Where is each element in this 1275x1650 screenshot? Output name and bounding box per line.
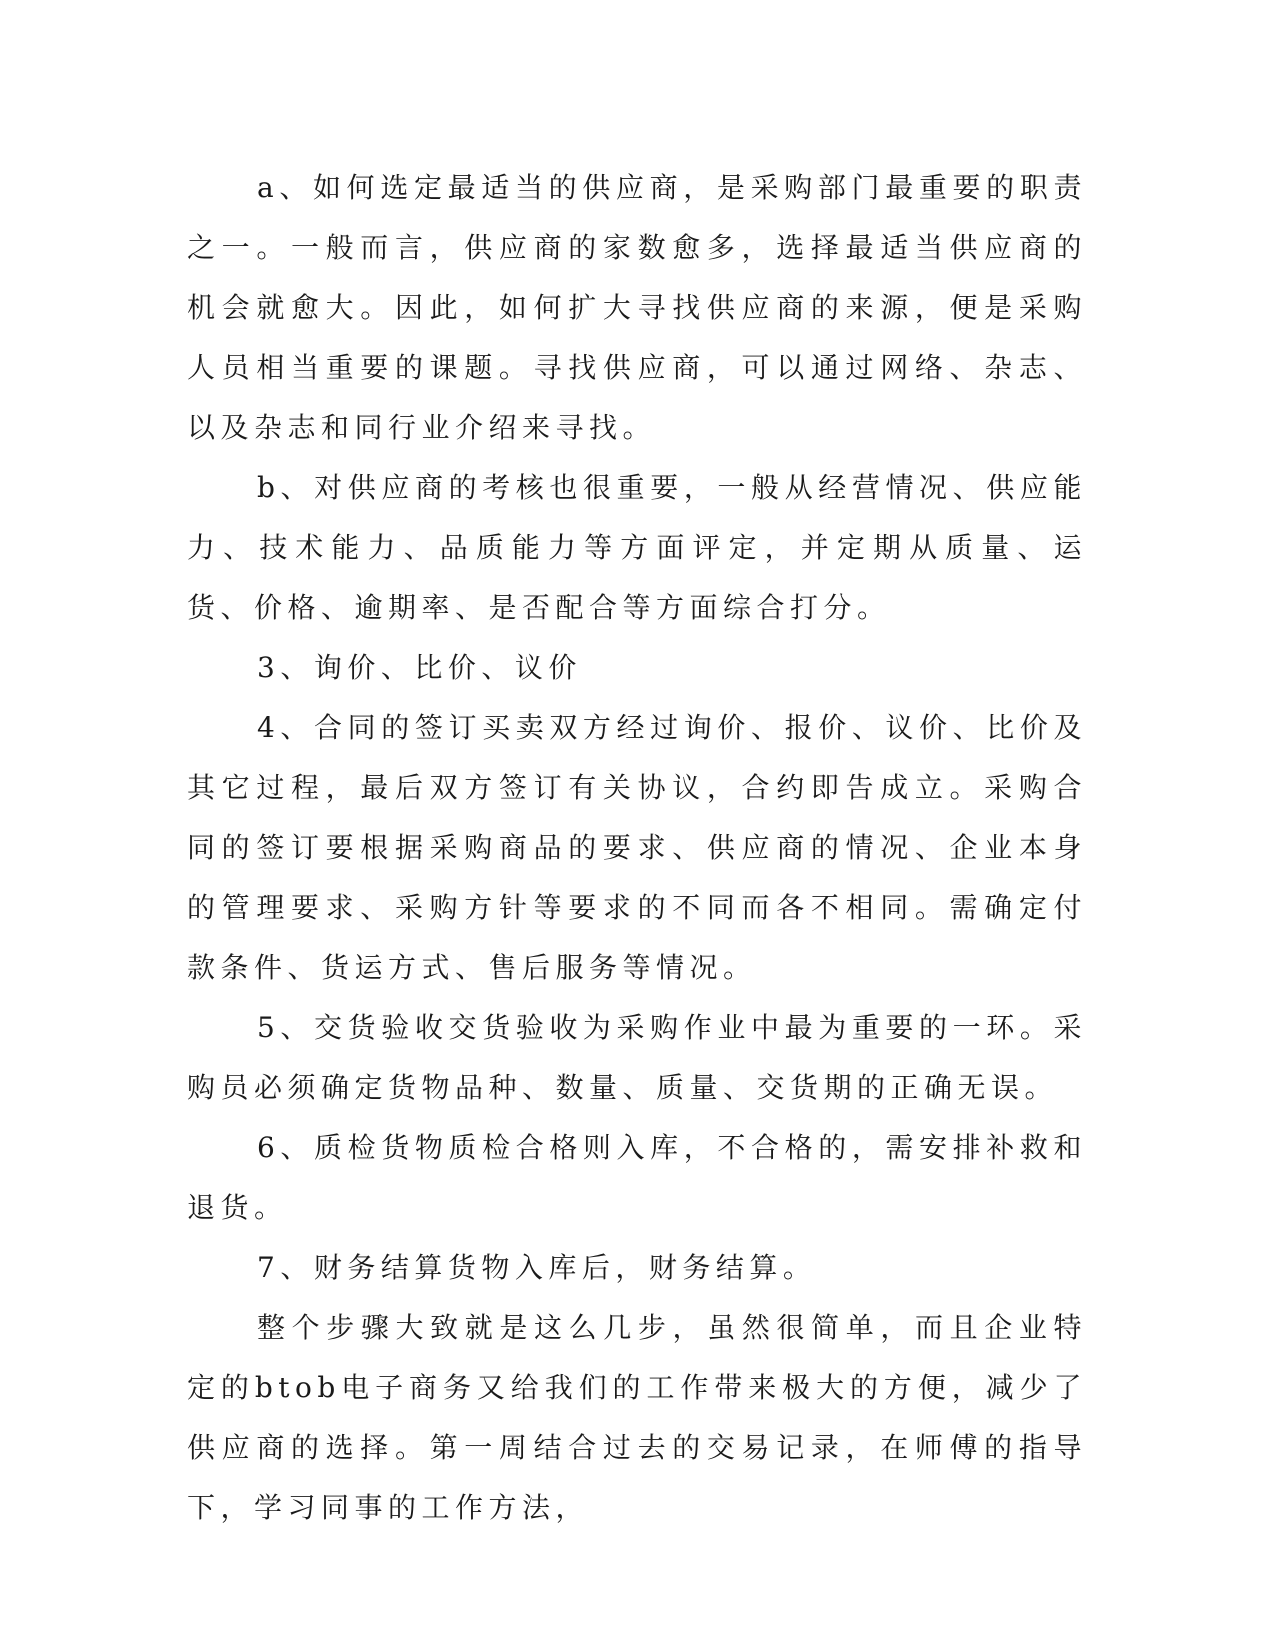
paragraph-supplier-selection: a、如何选定最适当的供应商，是采购部门最重要的职责之一。一般而言，供应商的家数愈多，选择最适当供应商的机会就愈大。因此，如何扩大寻找供应商的来源，便是采购人员相当重要的课题。寻找供应商，可以通过网络、杂志、以及杂志和同行业介绍来寻找。: [187, 171, 1087, 444]
paragraph-step-6-quality: 6、质检货物质检合格则入库，不合格的，需安排补救和退货。: [187, 1131, 1087, 1224]
paragraph-supplier-evaluation: b、对供应商的考核也很重要，一般从经营情况、供应能力、技术能力、品质能力等方面评定，并定期从质量、运货、价格、逾期率、是否配合等方面综合打分。: [187, 471, 1087, 624]
paragraph-step-5-delivery: 5、交货验收交货验收为采购作业中最为重要的一环。采购员必须确定货物品种、数量、质量、交货期的正确无误。: [187, 1011, 1087, 1104]
paragraph-step-4-contract: 4、合同的签订买卖双方经过询价、报价、议价、比价及其它过程，最后双方签订有关协议，合约即告成立。采购合同的签订要根据采购商品的要求、供应商的情况、企业本身的管理要求、采购方针等要求的不同而各不相同。需确定付款条件、货运方式、售后服务等情况。: [187, 711, 1087, 984]
paragraph-step-7-settlement: 7、财务结算货物入库后，财务结算。: [257, 1251, 817, 1284]
document-body: [187, 158, 1087, 1538]
paragraph-step-3-inquiry: 3、询价、比价、议价: [257, 651, 582, 684]
paragraph-summary: 整个步骤大致就是这么几步，虽然很简单，而且企业特定的btob电子商务又给我们的工作带来极大的方便，减少了供应商的选择。第一周结合过去的交易记录，在师傅的指导下，学习同事的工作方法，: [187, 1311, 1087, 1524]
